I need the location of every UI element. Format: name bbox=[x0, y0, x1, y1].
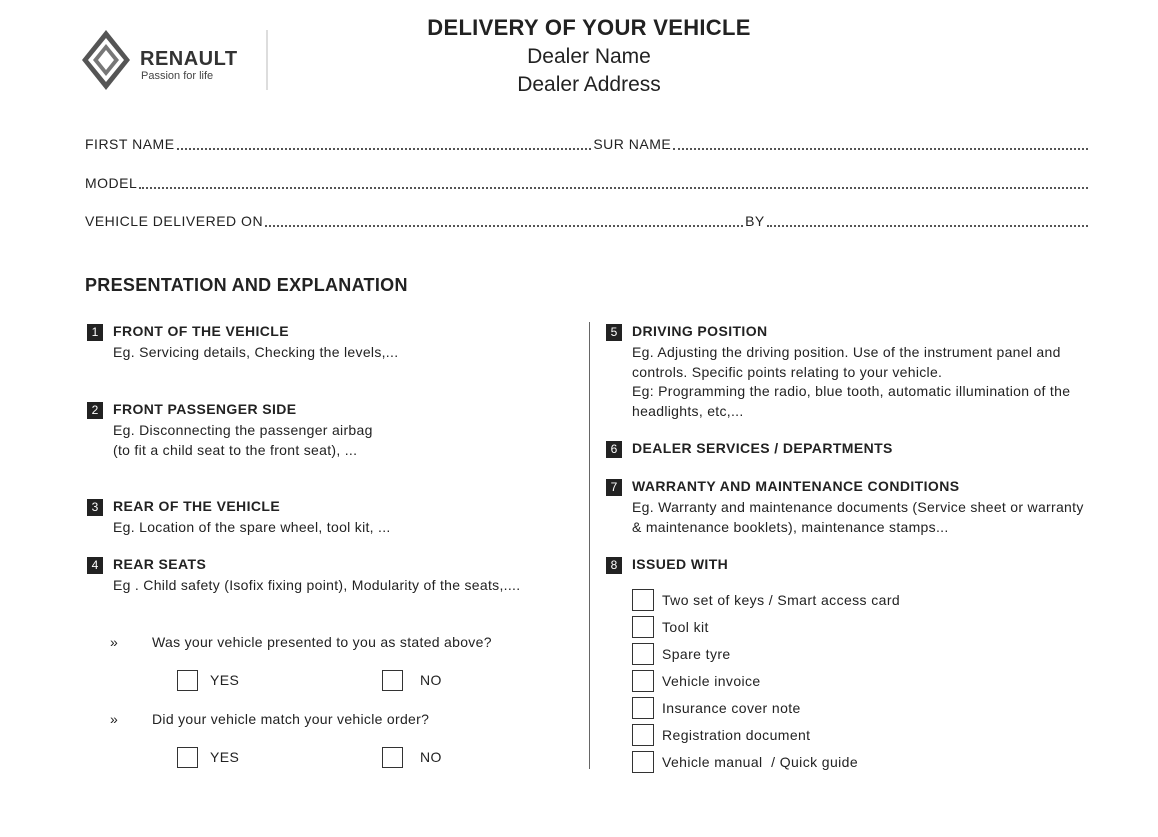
issued-spare-tyre-label: Spare tyre bbox=[662, 646, 731, 662]
issued-tool-kit-checkbox[interactable] bbox=[632, 616, 654, 638]
brand-name: RENAULT bbox=[140, 48, 238, 70]
delivered-on-field[interactable] bbox=[265, 213, 743, 227]
presented-yes-checkbox[interactable] bbox=[177, 670, 198, 691]
question-presented bbox=[110, 634, 550, 654]
sur-name-field[interactable] bbox=[673, 136, 1088, 150]
item-number: 7 bbox=[606, 479, 622, 496]
issued-registration-label: Registration document bbox=[662, 727, 811, 743]
item-number: 2 bbox=[87, 402, 103, 419]
item-title: WARRANTY AND MAINTENANCE CONDITIONS bbox=[632, 478, 960, 494]
column-divider bbox=[589, 322, 590, 769]
order-yes-label: YES bbox=[210, 749, 240, 765]
by-label: BY bbox=[745, 213, 765, 229]
item-description: Eg. Warranty and maintenance documents (Service sheet or warranty & maintenance booklets), maintenance stamps... bbox=[632, 499, 1084, 535]
question-text: Was your vehicle presented to you as stated above? bbox=[152, 634, 492, 650]
issued-invoice-label: Vehicle invoice bbox=[662, 673, 761, 689]
item-description: Eg. Adjusting the driving position. Use of the instrument panel and controls. Specific points relating to your vehicle. Eg: Programming the radio, blue tooth, automatic illumination of the headlights, etc,... bbox=[632, 344, 1071, 419]
model-label: MODEL bbox=[85, 175, 138, 191]
sur-name-label: SUR NAME bbox=[593, 136, 672, 152]
item-title: DEALER SERVICES / DEPARTMENTS bbox=[632, 440, 893, 456]
issued-insurance-checkbox[interactable] bbox=[632, 697, 654, 719]
page-title: DELIVERY OF YOUR VEHICLE bbox=[427, 15, 751, 40]
order-no-checkbox[interactable] bbox=[382, 747, 403, 768]
issued-invoice-checkbox[interactable] bbox=[632, 670, 654, 692]
order-no-label: NO bbox=[420, 749, 442, 765]
question-text: Did your vehicle match your vehicle order? bbox=[152, 711, 430, 727]
item-number: 3 bbox=[87, 499, 103, 516]
item-title: ISSUED WITH bbox=[632, 556, 729, 572]
issued-insurance-label: Insurance cover note bbox=[662, 700, 801, 716]
item-title: FRONT OF THE VEHICLE bbox=[113, 323, 289, 339]
presented-yes-label: YES bbox=[210, 672, 240, 688]
order-yes-checkbox[interactable] bbox=[177, 747, 198, 768]
presented-no-label: NO bbox=[420, 672, 442, 688]
name-row bbox=[85, 136, 1090, 154]
item-number: 8 bbox=[606, 557, 622, 574]
model-row bbox=[85, 175, 1090, 193]
issued-keys-label: Two set of keys / Smart access card bbox=[662, 592, 901, 608]
item-description: Eg. Servicing details, Checking the levels,... bbox=[113, 344, 399, 360]
question-order-match bbox=[110, 711, 550, 731]
issued-registration-checkbox[interactable] bbox=[632, 724, 654, 746]
model-field[interactable] bbox=[139, 175, 1088, 189]
dealer-address: Dealer Address bbox=[517, 73, 661, 96]
issued-keys-checkbox[interactable] bbox=[632, 589, 654, 611]
section-title: PRESENTATION AND EXPLANATION bbox=[85, 275, 408, 295]
first-name-label: FIRST NAME bbox=[85, 136, 175, 152]
item-title: FRONT PASSENGER SIDE bbox=[113, 401, 297, 417]
issued-manual-checkbox[interactable] bbox=[632, 751, 654, 773]
delivery-row bbox=[85, 213, 1090, 231]
by-field[interactable] bbox=[767, 213, 1088, 227]
dealer-name: Dealer Name bbox=[527, 45, 651, 68]
first-name-field[interactable] bbox=[177, 136, 592, 150]
item-number: 6 bbox=[606, 441, 622, 458]
item-title: DRIVING POSITION bbox=[632, 323, 768, 339]
item-number: 4 bbox=[87, 557, 103, 574]
item-description: Eg . Child safety (Isofix fixing point), Modularity of the seats,.... bbox=[113, 577, 521, 593]
item-number: 5 bbox=[606, 324, 622, 341]
presented-no-checkbox[interactable] bbox=[382, 670, 403, 691]
issued-tool-kit-label: Tool kit bbox=[662, 619, 709, 635]
issued-manual-label: Vehicle manual / Quick guide bbox=[662, 754, 859, 770]
brand-tagline: Passion for life bbox=[141, 70, 214, 82]
item-title: REAR SEATS bbox=[113, 556, 207, 572]
delivered-on-label: VEHICLE DELIVERED ON bbox=[85, 213, 264, 229]
issued-spare-tyre-checkbox[interactable] bbox=[632, 643, 654, 665]
question-bullet: » bbox=[110, 634, 119, 650]
question-bullet: » bbox=[110, 711, 119, 727]
item-number: 1 bbox=[87, 324, 103, 341]
item-description: Eg. Disconnecting the passenger airbag (to fit a child seat to the front seat), ... bbox=[113, 422, 373, 458]
item-title: REAR OF THE VEHICLE bbox=[113, 498, 281, 514]
item-description: Eg. Location of the spare wheel, tool kit, ... bbox=[113, 519, 391, 535]
